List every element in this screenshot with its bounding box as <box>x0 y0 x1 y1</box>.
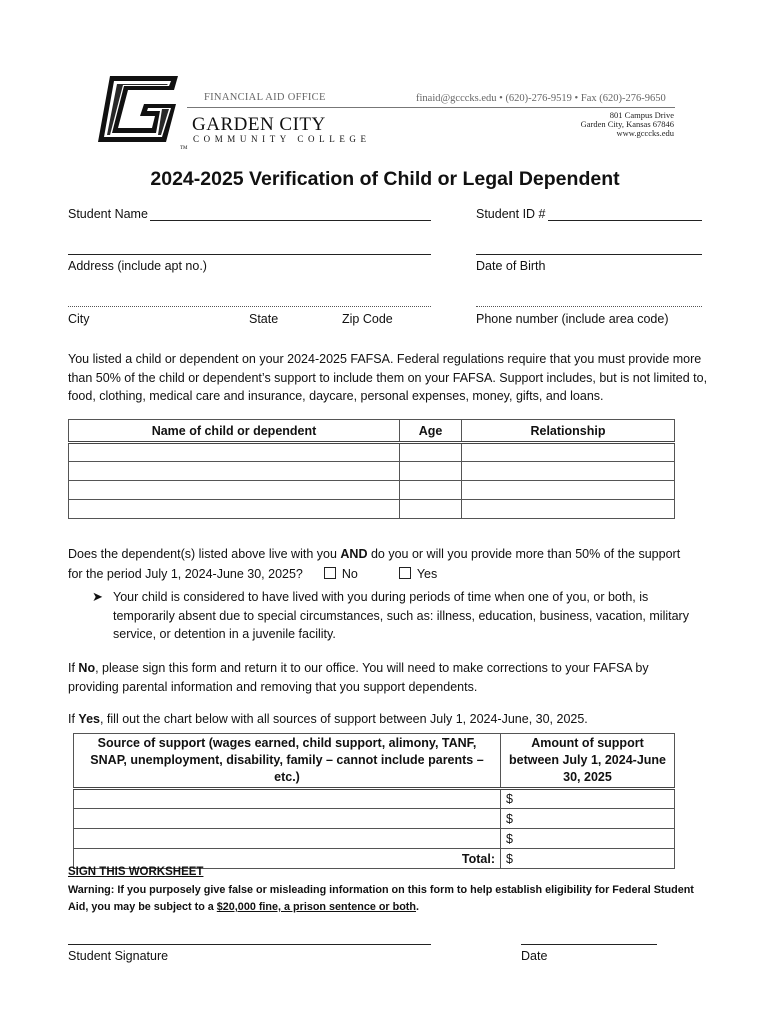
question-period: for the period July 1, 2024-June 30, 2025? <box>68 567 303 581</box>
office-name: FINANCIAL AID OFFICE <box>204 92 326 103</box>
absence-note: Your child is considered to have lived with you during periods of time when one of you, or both, is temporarily absent due to special circumstances, such as: illness, education, business, vacation, military service, or detention in a juvenile facility. <box>113 590 689 641</box>
no-label: No <box>341 567 358 581</box>
student-id-field[interactable] <box>548 220 702 221</box>
tm-mark: TM <box>180 146 188 151</box>
support-row <box>74 829 675 849</box>
student-name-field[interactable] <box>150 220 431 221</box>
dollar-sign: $ <box>506 851 513 866</box>
dollar-sign: $ <box>506 792 513 806</box>
address-field[interactable] <box>68 254 431 255</box>
support-source-cell[interactable] <box>74 829 501 849</box>
intro-paragraph: You listed a child or dependent on your 2024-2025 FAFSA. Federal regulations require that you must provide more than 50% of the child or dependent’s support to include them on your FAFSA. Support includes, but is not limited to, food, clothing, medical care and insurance, daycare, personal expenses, money, gifts, and loans. <box>68 352 708 403</box>
no-checkbox[interactable] <box>324 567 336 579</box>
student-signature-field[interactable] <box>68 944 431 945</box>
college-subtitle: COMMUNITY COLLEGE <box>193 134 371 144</box>
total-label: Total: <box>74 849 501 869</box>
dependent-name-cell[interactable] <box>69 443 400 462</box>
dependent-name-cell[interactable] <box>69 462 400 481</box>
question-text-a: Does the dependent(s) listed above live with you <box>68 547 341 561</box>
dependent-relationship-cell[interactable] <box>462 500 675 519</box>
support-header-row <box>74 734 675 789</box>
dependent-relationship-cell[interactable] <box>462 443 675 462</box>
header-amount: Amount of support between July 1, 2024-June 30, 2025 <box>501 734 675 789</box>
page-title: 2024-2025 Verification of Child or Legal Dependent <box>150 168 620 190</box>
header-relationship: Relationship <box>462 420 675 443</box>
student-signature-label: Student Signature <box>68 949 169 963</box>
if-yes-bold: Yes <box>78 712 100 726</box>
support-row <box>74 789 675 809</box>
if-yes-text: , fill out the chart below with all sources of support between July 1, 2024-June, 30, 2025. <box>99 712 588 726</box>
zip-label: Zip Code <box>342 312 393 326</box>
dependent-name-cell[interactable] <box>69 500 400 519</box>
student-id-label: Student ID # <box>476 207 546 221</box>
yes-label: Yes <box>416 567 438 581</box>
dependent-age-cell[interactable] <box>400 443 462 462</box>
if-no-text: , please sign this form and return it to our office. You will need to make corrections to your FAFSA by providing parental information and removing that you support dependents. <box>68 661 649 694</box>
if-no-paragraph <box>68 659 698 696</box>
state-label: State <box>249 312 279 326</box>
dependent-name-cell[interactable] <box>69 481 400 500</box>
gc-logo-icon <box>92 72 184 148</box>
question-text-c: do you or will you provide more than 50% of the support <box>367 547 681 561</box>
campus-city: Garden City, Kansas 67846 <box>580 119 674 129</box>
phone-field[interactable] <box>476 306 702 307</box>
contact-info: finaid@gcccks.edu • (620)-276-9519 • Fax (620)-276-9650 <box>416 93 666 104</box>
campus-address: 801 Campus Drive <box>609 110 674 120</box>
dependent-row <box>69 462 675 481</box>
support-question <box>68 544 708 584</box>
support-table <box>73 733 675 869</box>
student-name-label: Student Name <box>68 207 148 221</box>
dependent-relationship-cell[interactable] <box>462 481 675 500</box>
dollar-sign: $ <box>506 831 513 846</box>
warning-part-a: Warning: If you purposely give false or misleading information on this form to help establish eligibility for Federal Student Aid, you may be subject to a <box>68 884 694 913</box>
support-source-cell[interactable] <box>74 789 501 809</box>
support-source-cell[interactable] <box>74 809 501 829</box>
phone-label: Phone number (include area code) <box>476 312 669 326</box>
dob-field[interactable] <box>476 254 702 255</box>
dob-label: Date of Birth <box>476 259 546 273</box>
header-name: Name of child or dependent <box>69 420 400 443</box>
dependent-row <box>69 500 675 519</box>
address-label: Address (include apt no.) <box>68 259 207 273</box>
website: www.gcccks.edu <box>616 128 674 138</box>
warning-text <box>68 882 708 916</box>
if-yes-prefix: If <box>68 712 79 726</box>
arrow-bullet-icon: ➤ <box>92 589 103 604</box>
college-logo <box>92 72 184 148</box>
if-yes-paragraph <box>68 710 708 729</box>
dependents-header-row <box>69 420 675 443</box>
support-amount-cell[interactable] <box>501 829 675 849</box>
support-amount-cell[interactable] <box>501 789 675 809</box>
support-amount-cell[interactable] <box>501 809 675 829</box>
if-no-prefix: If <box>68 661 79 675</box>
dollar-sign: $ <box>506 811 513 826</box>
header-source: Source of support (wages earned, child support, alimony, TANF, SNAP, unemployment, disability, family – cannot include parents – etc.) <box>74 734 501 789</box>
support-row <box>74 809 675 829</box>
yes-checkbox[interactable] <box>399 567 411 579</box>
question-and: AND <box>340 547 368 561</box>
dependents-table <box>68 419 675 519</box>
dependent-age-cell[interactable] <box>400 481 462 500</box>
dependent-relationship-cell[interactable] <box>462 462 675 481</box>
total-amount-cell[interactable] <box>501 849 675 869</box>
dependent-row <box>69 443 675 462</box>
header-age: Age <box>400 420 462 443</box>
city-label: City <box>68 312 90 326</box>
if-no-bold: No <box>78 661 96 675</box>
warning-part-c: . <box>416 901 420 913</box>
date-label: Date <box>521 949 548 963</box>
date-field[interactable] <box>521 944 657 945</box>
college-name: GARDEN CITY <box>192 114 326 135</box>
city-field[interactable] <box>68 306 431 307</box>
header-rule <box>187 107 675 108</box>
dependent-age-cell[interactable] <box>400 462 462 481</box>
warning-penalty: $20,000 fine, a prison sentence or both <box>216 901 417 913</box>
dependent-age-cell[interactable] <box>400 500 462 519</box>
sign-heading: SIGN THIS WORKSHEET <box>68 866 204 878</box>
dependent-row <box>69 481 675 500</box>
